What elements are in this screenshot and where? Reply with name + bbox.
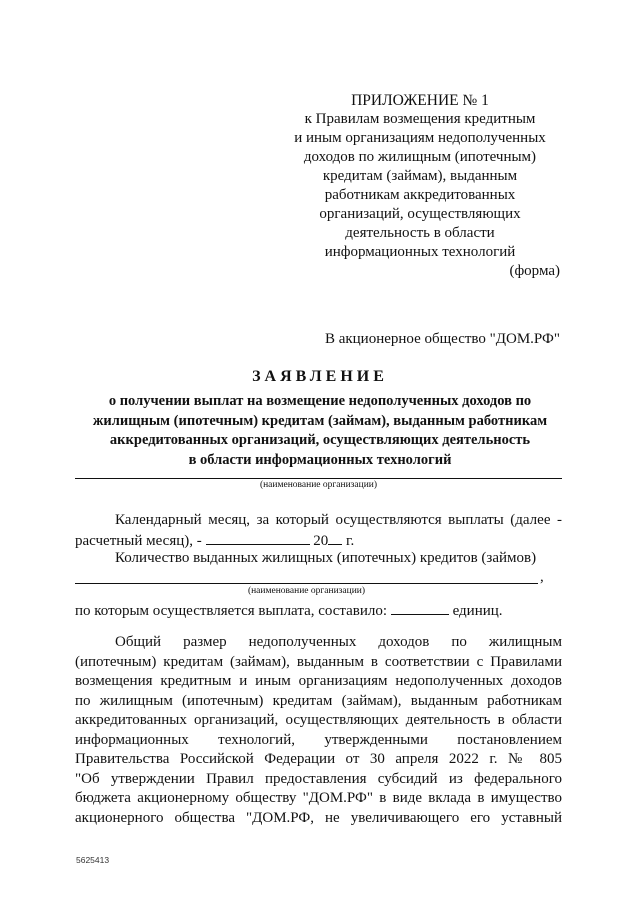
org-name-caption-2: (наименование организации) xyxy=(247,586,366,596)
paragraph-line: Правительства Российской Федерации от 30 апреля 2022 г. № 805 xyxy=(75,751,562,767)
payment-suffix: единиц. xyxy=(452,603,503,619)
subject-line: о получении выплат на возмещение недополученных доходов по xyxy=(108,393,532,409)
paragraph-line: информационных технологий, утвержденными постановлением xyxy=(75,731,562,748)
org-name-blank-line-2[interactable] xyxy=(75,583,538,584)
credits-line: Количество выданных жилищных (ипотечных) кредитов (займов) xyxy=(115,550,537,566)
paragraph-line: по жилищным (ипотечным) кредитам (займам), выданным работникам xyxy=(75,692,562,709)
footer-code: 5625413 xyxy=(76,855,110,865)
month-blank[interactable] xyxy=(206,530,310,545)
appendix-line: информационных технологий xyxy=(324,244,516,260)
subject-line: аккредитованных организаций, осуществляющих деятельность xyxy=(109,432,531,448)
year-blank[interactable] xyxy=(328,530,342,545)
year-prefix: 20 xyxy=(313,533,329,549)
addressee: В акционерное общество "ДОМ.РФ" xyxy=(324,331,560,347)
main-paragraph xyxy=(75,633,562,828)
appendix-line: и иным организациям недополученных xyxy=(294,130,546,146)
appendix-line: работникам аккредитованных xyxy=(324,187,516,203)
appendix-line: организаций, осуществляющих xyxy=(319,206,521,222)
appendix-line: доходов по жилищным (ипотечным) xyxy=(303,149,537,165)
appendix-line: деятельность в области xyxy=(345,225,495,241)
paragraph-line: бюджета акционерному обществу "ДОМ.РФ" в виде вклада в имущество xyxy=(75,790,562,806)
units-blank[interactable] xyxy=(391,600,449,615)
org-name-caption: (наименование организации) xyxy=(259,480,378,490)
appendix-line: к Правилам возмещения кредитным xyxy=(304,111,536,127)
subject-line: жилищным (ипотечным) кредитам (займам), выданным работникам xyxy=(92,412,548,429)
paragraph-line: возмещения кредитным и иным организациям недополученных доходов xyxy=(75,673,562,689)
paragraph-line: Общий размер недополученных доходов по жилищным xyxy=(115,634,562,650)
month-line-1: Календарный месяц, за который осуществляются выплаты (далее - xyxy=(115,512,562,528)
paragraph-line: (ипотечным) кредитам (займам), выданным в соответствии с Правилами xyxy=(75,653,562,670)
paragraph-line: акционерного общества "ДОМ.РФ, не увеличивающего его уставный xyxy=(75,809,562,826)
comma: , xyxy=(540,569,544,585)
month-line-2-prefix: расчетный месяц), - xyxy=(75,533,202,549)
appendix-block xyxy=(280,91,560,262)
appendix-title: ПРИЛОЖЕНИЕ № 1 xyxy=(351,92,489,109)
payment-line xyxy=(75,600,503,622)
subject-line: в области информационных технологий xyxy=(188,451,452,468)
year-suffix: г. xyxy=(346,533,355,549)
document-title: ЗАЯВЛЕНИЕ xyxy=(252,368,388,385)
paragraph-line: "Об утверждении Правил предоставления субсидий из федерального xyxy=(75,770,562,787)
paragraph-line: аккредитованных организаций, осуществляющих деятельность в области xyxy=(75,712,562,728)
form-label: (форма) xyxy=(509,263,560,279)
org-name-blank-line[interactable] xyxy=(75,478,562,479)
document-subject xyxy=(75,392,565,470)
payment-prefix: по которым осуществляется выплата, составило: xyxy=(75,603,388,619)
appendix-line: кредитам (займам), выданным xyxy=(322,168,518,184)
